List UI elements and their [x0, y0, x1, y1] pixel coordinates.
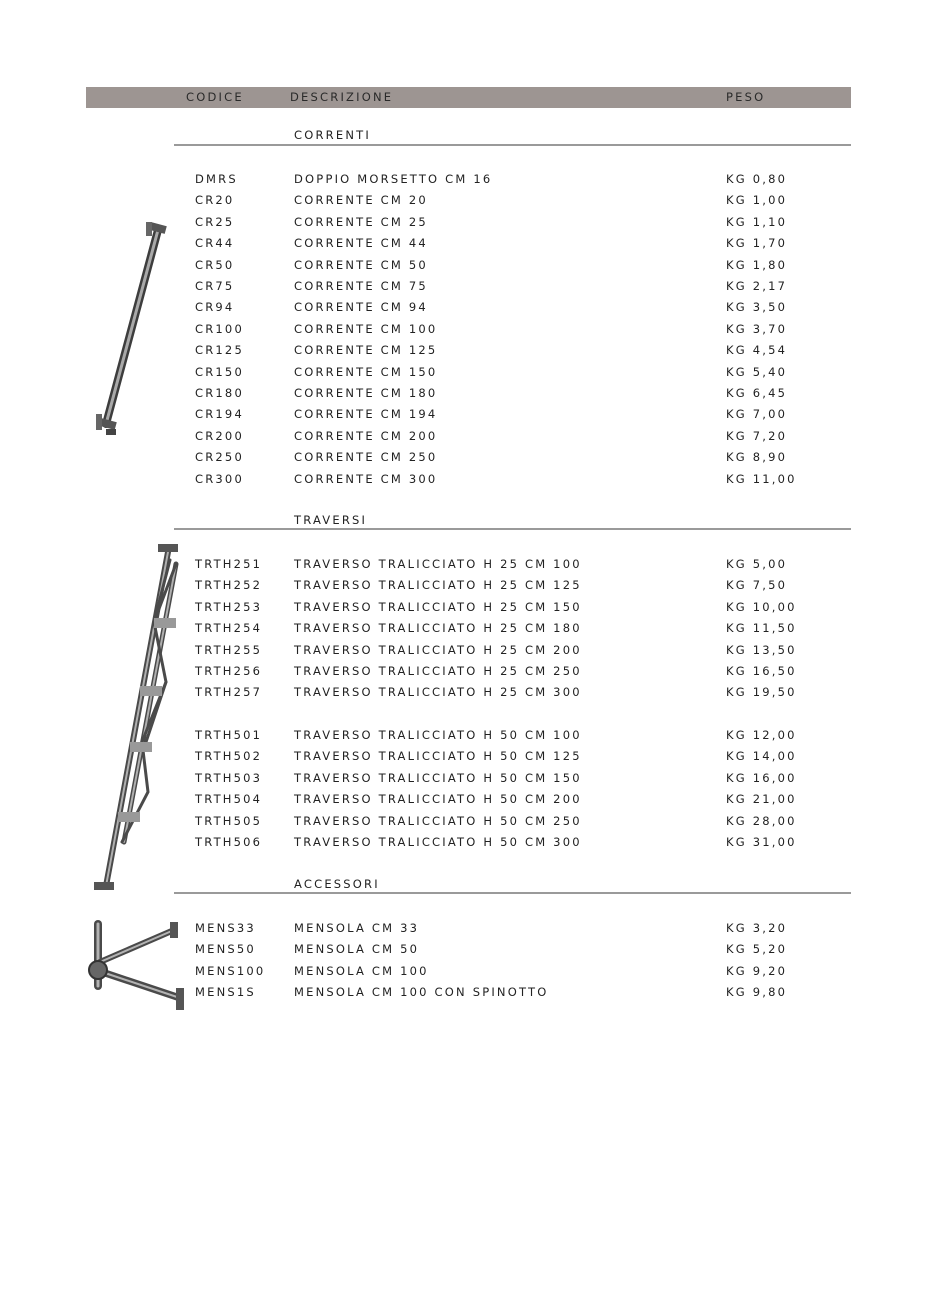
- item-description: TRAVERSO TRALICCIATO H 25 CM 250: [294, 664, 582, 678]
- item-code: CR180: [195, 386, 244, 400]
- item-code: MENS33: [195, 921, 256, 935]
- header-code: CODICE: [186, 90, 244, 104]
- item-weight: KG 5,20: [726, 942, 788, 957]
- item-code: TRTH501: [195, 728, 263, 742]
- item-code: TRTH504: [195, 792, 263, 807]
- item-weight: KG 1,10: [726, 214, 788, 229]
- item-description: TRAVERSO TRALICCIATO H 50 CM 125: [294, 749, 582, 764]
- item-description: TRAVERSO TRALICCIATO H 50 CM 100: [294, 728, 582, 742]
- item-weight: KG 10,00: [726, 599, 797, 614]
- item-description: MENSOLA CM 33: [294, 921, 420, 935]
- item-code: CR100: [195, 321, 244, 336]
- item-description: CORRENTE CM 94: [294, 300, 428, 315]
- item-description: TRAVERSO TRALICCIATO H 25 CM 150: [294, 599, 582, 614]
- item-code: TRTH253: [195, 599, 263, 614]
- item-code: TRTH256: [195, 664, 263, 678]
- table-row: [0, 472, 936, 493]
- item-code: CR194: [195, 407, 244, 422]
- ledger-bar-illustration: [92, 218, 178, 440]
- item-code: MENS100: [195, 963, 266, 978]
- item-weight: KG 12,00: [726, 728, 797, 742]
- item-weight: KG 6,45: [726, 386, 788, 400]
- item-weight: KG 13,50: [726, 642, 797, 657]
- item-weight: KG 31,00: [726, 835, 797, 849]
- item-description: CORRENTE CM 75: [294, 279, 428, 293]
- section-divider: [174, 528, 851, 530]
- item-code: CR125: [195, 343, 244, 358]
- item-code: TRTH252: [195, 578, 263, 593]
- item-code: CR75: [195, 279, 235, 293]
- item-description: CORRENTE CM 20: [294, 193, 428, 208]
- item-code: CR150: [195, 364, 244, 379]
- item-description: CORRENTE CM 200: [294, 428, 438, 443]
- item-weight: KG 7,00: [726, 407, 788, 422]
- item-code: CR50: [195, 257, 235, 272]
- section-title-correnti: CORRENTI: [294, 128, 371, 142]
- item-description: CORRENTE CM 44: [294, 236, 428, 251]
- item-weight: KG 7,20: [726, 428, 788, 443]
- item-weight: KG 5,40: [726, 364, 788, 379]
- item-code: CR300: [195, 471, 244, 486]
- item-description: CORRENTE CM 194: [294, 407, 438, 422]
- item-weight: KG 14,00: [726, 749, 797, 764]
- item-code: MENS1S: [195, 985, 256, 1000]
- item-weight: KG 3,50: [726, 300, 788, 315]
- item-weight: KG 7,50: [726, 578, 788, 593]
- item-code: TRTH254: [195, 621, 263, 636]
- item-description: TRAVERSO TRALICCIATO H 25 CM 125: [294, 578, 582, 593]
- table-header-bar: [86, 87, 851, 108]
- item-description: CORRENTE CM 150: [294, 364, 438, 379]
- table-row: [0, 193, 936, 214]
- item-code: TRTH503: [195, 770, 263, 785]
- item-code: CR44: [195, 236, 235, 251]
- item-weight: KG 11,00: [726, 471, 797, 486]
- item-weight: KG 19,50: [726, 685, 797, 700]
- item-description: TRAVERSO TRALICCIATO H 50 CM 250: [294, 813, 582, 828]
- item-weight: KG 1,00: [726, 193, 788, 208]
- item-weight: KG 0,80: [726, 172, 788, 186]
- section-title-traversi: TRAVERSI: [294, 513, 368, 527]
- item-description: CORRENTE CM 50: [294, 257, 428, 272]
- item-description: CORRENTE CM 250: [294, 450, 438, 465]
- item-code: CR94: [195, 300, 235, 315]
- item-code: TRTH506: [195, 835, 263, 849]
- table-row: [0, 450, 936, 471]
- item-code: TRTH251: [195, 557, 263, 571]
- item-code: MENS50: [195, 942, 256, 957]
- item-weight: KG 11,50: [726, 621, 797, 636]
- item-weight: KG 2,17: [726, 279, 788, 293]
- item-weight: KG 9,20: [726, 963, 788, 978]
- item-code: CR20: [195, 193, 235, 208]
- item-weight: KG 21,00: [726, 792, 797, 807]
- item-code: DMRS: [195, 172, 238, 186]
- item-weight: KG 9,80: [726, 985, 788, 1000]
- item-weight: KG 3,20: [726, 921, 788, 935]
- item-description: TRAVERSO TRALICCIATO H 50 CM 300: [294, 835, 582, 849]
- item-description: MENSOLA CM 100: [294, 963, 429, 978]
- item-weight: KG 28,00: [726, 813, 797, 828]
- item-description: TRAVERSO TRALICCIATO H 25 CM 300: [294, 685, 582, 700]
- bracket-illustration: [84, 916, 196, 1016]
- item-description: DOPPIO MORSETTO CM 16: [294, 172, 493, 186]
- item-code: TRTH257: [195, 685, 263, 700]
- item-description: CORRENTE CM 125: [294, 343, 438, 358]
- item-code: TRTH502: [195, 749, 263, 764]
- header-description: DESCRIZIONE: [290, 90, 394, 104]
- header-weight: PESO: [726, 90, 766, 104]
- item-description: MENSOLA CM 100 CON SPINOTTO: [294, 985, 549, 1000]
- item-description: CORRENTE CM 25: [294, 214, 428, 229]
- item-weight: KG 8,90: [726, 450, 788, 465]
- table-row: [0, 172, 936, 193]
- item-code: CR25: [195, 214, 235, 229]
- item-description: TRAVERSO TRALICCIATO H 25 CM 100: [294, 557, 582, 571]
- section-divider: [174, 144, 851, 146]
- item-weight: KG 1,70: [726, 236, 788, 251]
- item-weight: KG 3,70: [726, 321, 788, 336]
- item-code: CR200: [195, 428, 244, 443]
- item-code: TRTH505: [195, 813, 263, 828]
- item-weight: KG 16,00: [726, 770, 797, 785]
- item-description: TRAVERSO TRALICCIATO H 25 CM 180: [294, 621, 582, 636]
- item-description: CORRENTE CM 300: [294, 471, 438, 486]
- truss-transom-illustration: [84, 542, 188, 896]
- item-weight: KG 1,80: [726, 257, 788, 272]
- item-description: CORRENTE CM 180: [294, 386, 438, 400]
- item-description: CORRENTE CM 100: [294, 321, 438, 336]
- item-description: MENSOLA CM 50: [294, 942, 420, 957]
- item-weight: KG 4,54: [726, 343, 788, 358]
- item-weight: KG 16,50: [726, 664, 797, 678]
- item-code: CR250: [195, 450, 244, 465]
- item-weight: KG 5,00: [726, 557, 788, 571]
- item-description: TRAVERSO TRALICCIATO H 50 CM 200: [294, 792, 582, 807]
- section-divider: [174, 892, 851, 894]
- item-description: TRAVERSO TRALICCIATO H 50 CM 150: [294, 770, 582, 785]
- item-description: TRAVERSO TRALICCIATO H 25 CM 200: [294, 642, 582, 657]
- item-code: TRTH255: [195, 642, 263, 657]
- section-title-accessori: ACCESSORI: [294, 877, 380, 891]
